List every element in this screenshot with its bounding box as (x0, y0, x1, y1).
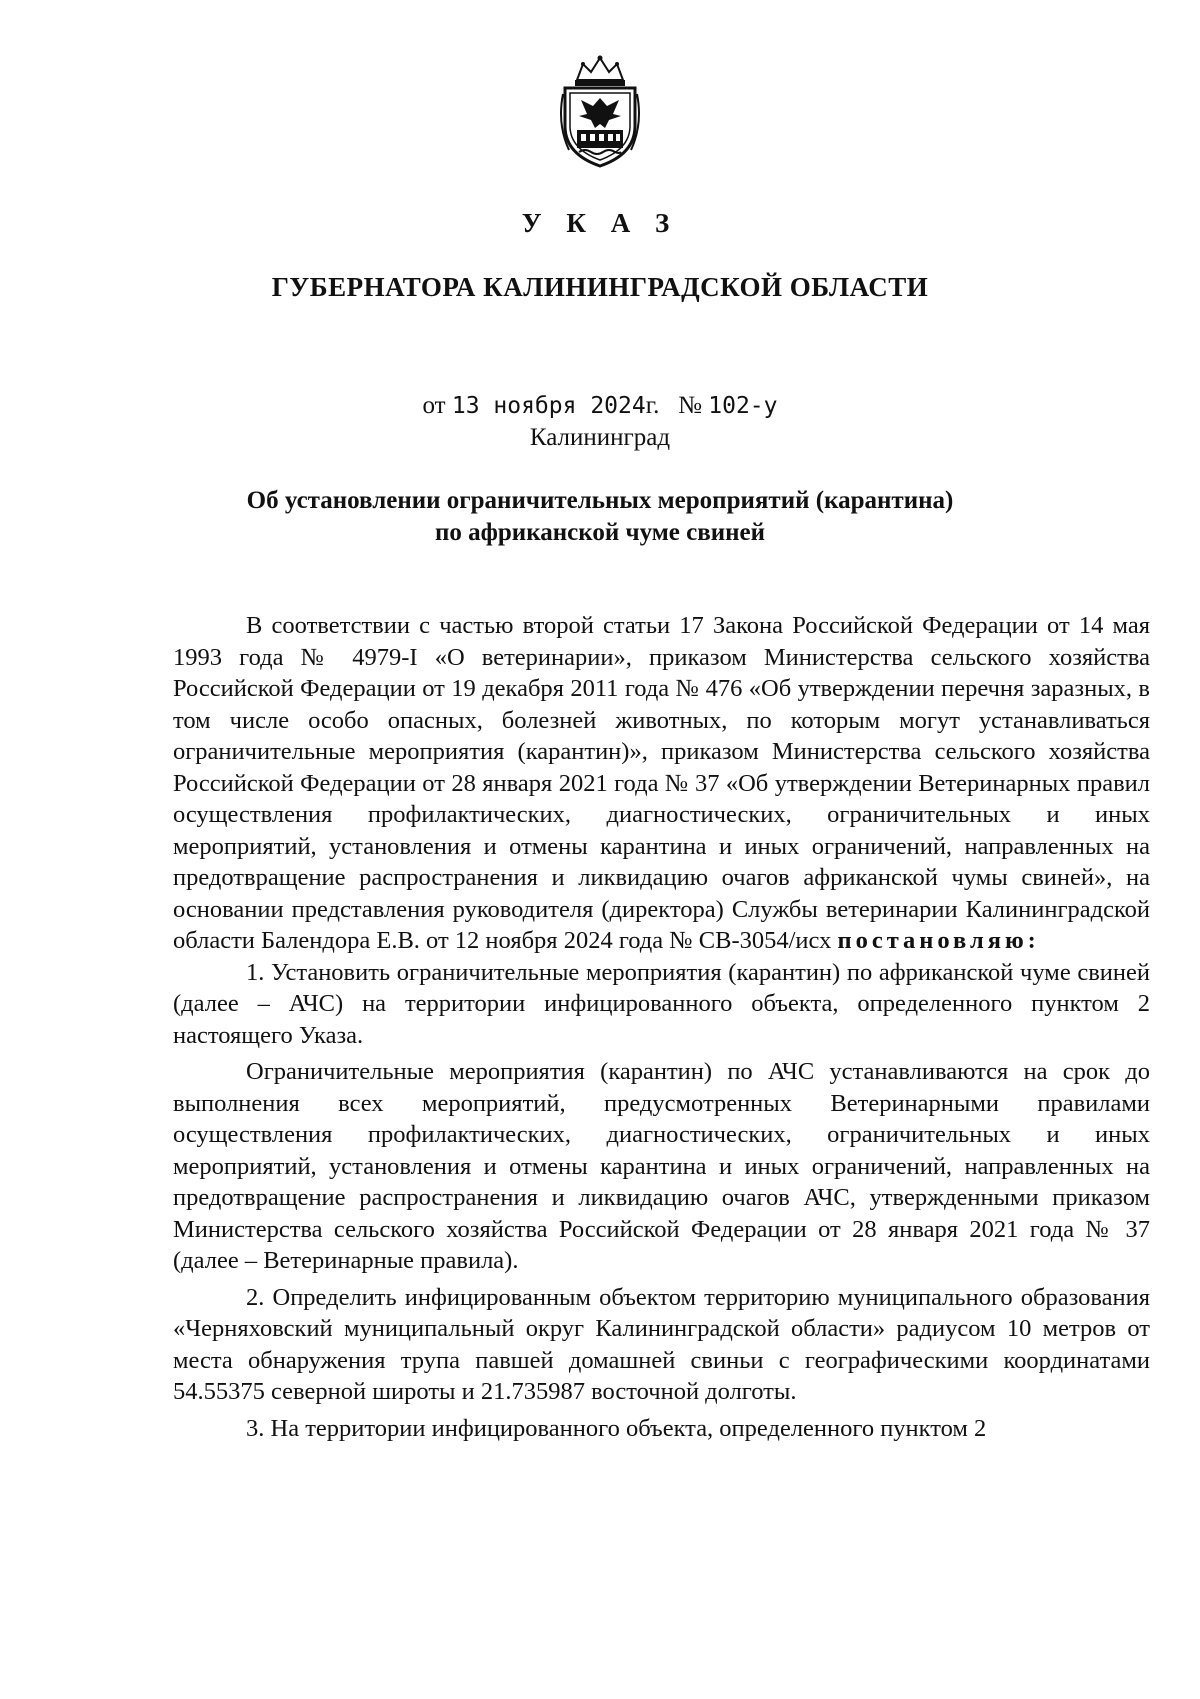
preamble-text: В соответствии с частью второй статьи 17 Закона Российской Федерации от 14 мая 1993 года № 4979-I «О ветеринарии», приказом Министерства сельского хозяйства Российской Федерации от 19 декабря 2011 года № 476 «Об утверждении перечня заразных, в том числе особо опасных, болезней животных, по которым могут устанавливаться ограничительные мероприятия (карантин)», приказом Министерства сельского хозяйства Российской Федерации от 28 января 2021 года № 37 «Об утверждении Ветеринарных правил осуществления профилактических, диагностических, ограничительных и иных мероприятий, установления и отмены карантина и иных ограничений, направленных на предотвращение распространения и ликвидацию очагов африканской чумы свиней», на основании представления руководителя (директора) Службы ветеринарии Калининградской области Балендора Е.В. от 12 ноября 2024 года № СВ-3054/исх (173, 612, 1150, 954)
subject-line-2: по африканской чуме свиней (434, 519, 766, 546)
paragraph-1b: Ограничительные мероприятия (карантин) по АЧС устанавливаются на срок до выполнения всех мероприятий, предусмотренных Ветеринарными правилами осуществления профилактических, диагностических, ограничительных и иных мероприятий, установления и отмены карантина и иных ограничений, направленных на предотвращение распространения и ликвидацию очагов АЧС, утвержденными приказом Министерства сельского хозяйства Российской Федерации от 28 января 2021 года № 37 (далее – Ветеринарные правила). (173, 1058, 1150, 1274)
date-prefix: от (422, 392, 446, 419)
paragraph-1: 1. Установить ограничительные мероприятия (карантин) по африканской чуме свиней (далее – АЧС) на территории инфицированного объекта, определенного пунктом 2 настоящего Указа. (173, 958, 1150, 1049)
issuer-title: ГУБЕРНАТОРА КАЛИНИНГРАДСКОЙ ОБЛАСТИ (271, 272, 929, 302)
date-value: 13 ноября 2024 (451, 393, 646, 419)
decree-number: 102-у (708, 393, 778, 419)
city: Калининград (529, 424, 671, 451)
date-number-line (0, 392, 1200, 420)
document-type-title: У К А З (521, 208, 679, 238)
decree-subject (0, 485, 1200, 549)
decree-body (173, 610, 1150, 1444)
decree-word: постановляю: (837, 927, 1040, 954)
date-suffix: г. (645, 392, 660, 419)
paragraph-2: 2. Определить инфицированным объектом территорию муниципального образования «Черняховский муниципальный округ Калининградской области» радиусом 10 метров от места обнаружения трупа павшей домашней свиньи с географическими координатами 54.55375 северной широты и 21.735987 восточной долготы. (173, 1283, 1150, 1405)
subject-line-1: Об установлении ограничительных мероприятий (карантина) (246, 487, 954, 514)
number-sign: № (678, 392, 703, 419)
preamble-paragraph (173, 610, 1150, 957)
paragraph-3: 3. На территории инфицированного объекта, определенного пунктом 2 (246, 1414, 987, 1442)
coat-of-arms-icon (555, 54, 645, 170)
